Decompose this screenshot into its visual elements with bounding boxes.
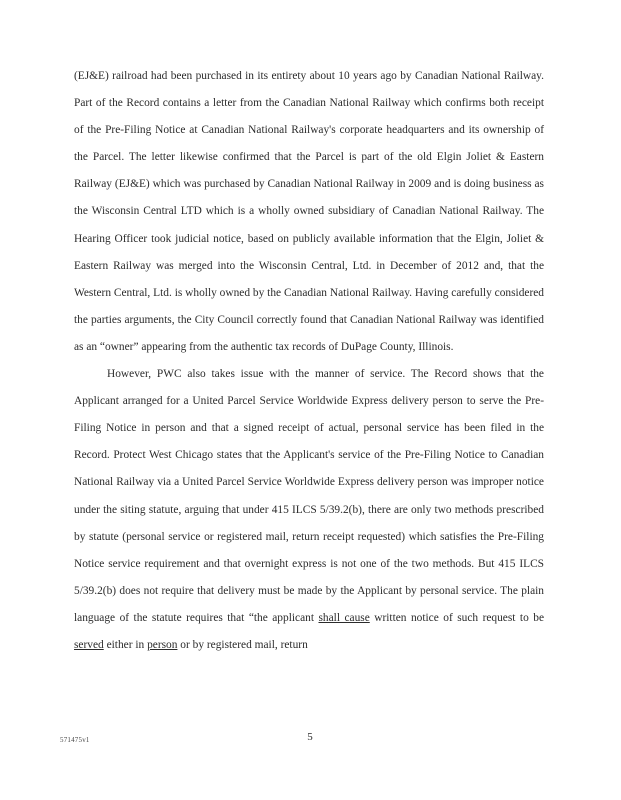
- page-number: 5: [307, 731, 313, 743]
- body-text: [74, 63, 544, 659]
- underlined-person: person: [147, 638, 178, 651]
- paragraph-2-text: However, PWC also takes issue with the manner of service. The Record shows that the Applicant arranged for a United Parcel Service Worldwide Express delivery person to serve the Pre-Filing Notice in person and that a signed receipt of actual, personal service has been filed in the Record. Protect West Chicago states that the Applicant's service of the Pre-Filing Notice to Canadian National Railway via a United Parcel Service Worldwide Express delivery person was improper notice under the siting statute, arguing that under 415 ILCS 5/39.2(b), there are only two methods prescribed by statute (personal service or registered mail, return receipt requested) which satisfies the Pre-Filing Notice service requirement and that overnight express is not one of the two methods. But 415 ILCS 5/39.2(b) does not require that delivery must be made by the Applicant by personal service. The plain language of the statute requires that “the applicant: [74, 368, 544, 624]
- paragraph-2-text: written notice of such request to be: [369, 611, 545, 624]
- paragraph-2-text: either in: [103, 638, 148, 651]
- document-id: 571475v1: [60, 736, 90, 744]
- paragraph-1: (EJ&E) railroad had been purchased in its entirety about 10 years ago by Canadian National Railway. Part of the Record contains a letter from the Canadian National Railway which confirms both receipt of the Pre-Filing Notice at Canadian National Railway's corporate headquarters and its ownership of the Parcel. The letter likewise confirmed that the Parcel is part of the old Elgin Joliet & Eastern Railway (EJ&E) which was purchased by Canadian National Railway in 2009 and is doing business as the Wisconsin Central LTD which is a wholly owned subsidiary of Canadian National Railway. The Hearing Officer took judicial notice, based on publicly available information that the Elgin, Joliet & Eastern Railway was merged into the Wisconsin Central, Ltd. in December of 2012 and, that the Western Central, Ltd. is wholly owned by the Canadian National Railway. Having carefully considered the parties arguments, the City Council correctly found that Canadian National Railway was identified as an “owner” appearing from the authentic tax records of DuPage County, Illinois.: [74, 70, 544, 353]
- underlined-shall-cause: shall cause: [318, 611, 370, 624]
- paragraph-2: [74, 361, 544, 659]
- paragraph-2-text: or by registered mail, return: [177, 638, 308, 651]
- underlined-served: served: [74, 638, 104, 651]
